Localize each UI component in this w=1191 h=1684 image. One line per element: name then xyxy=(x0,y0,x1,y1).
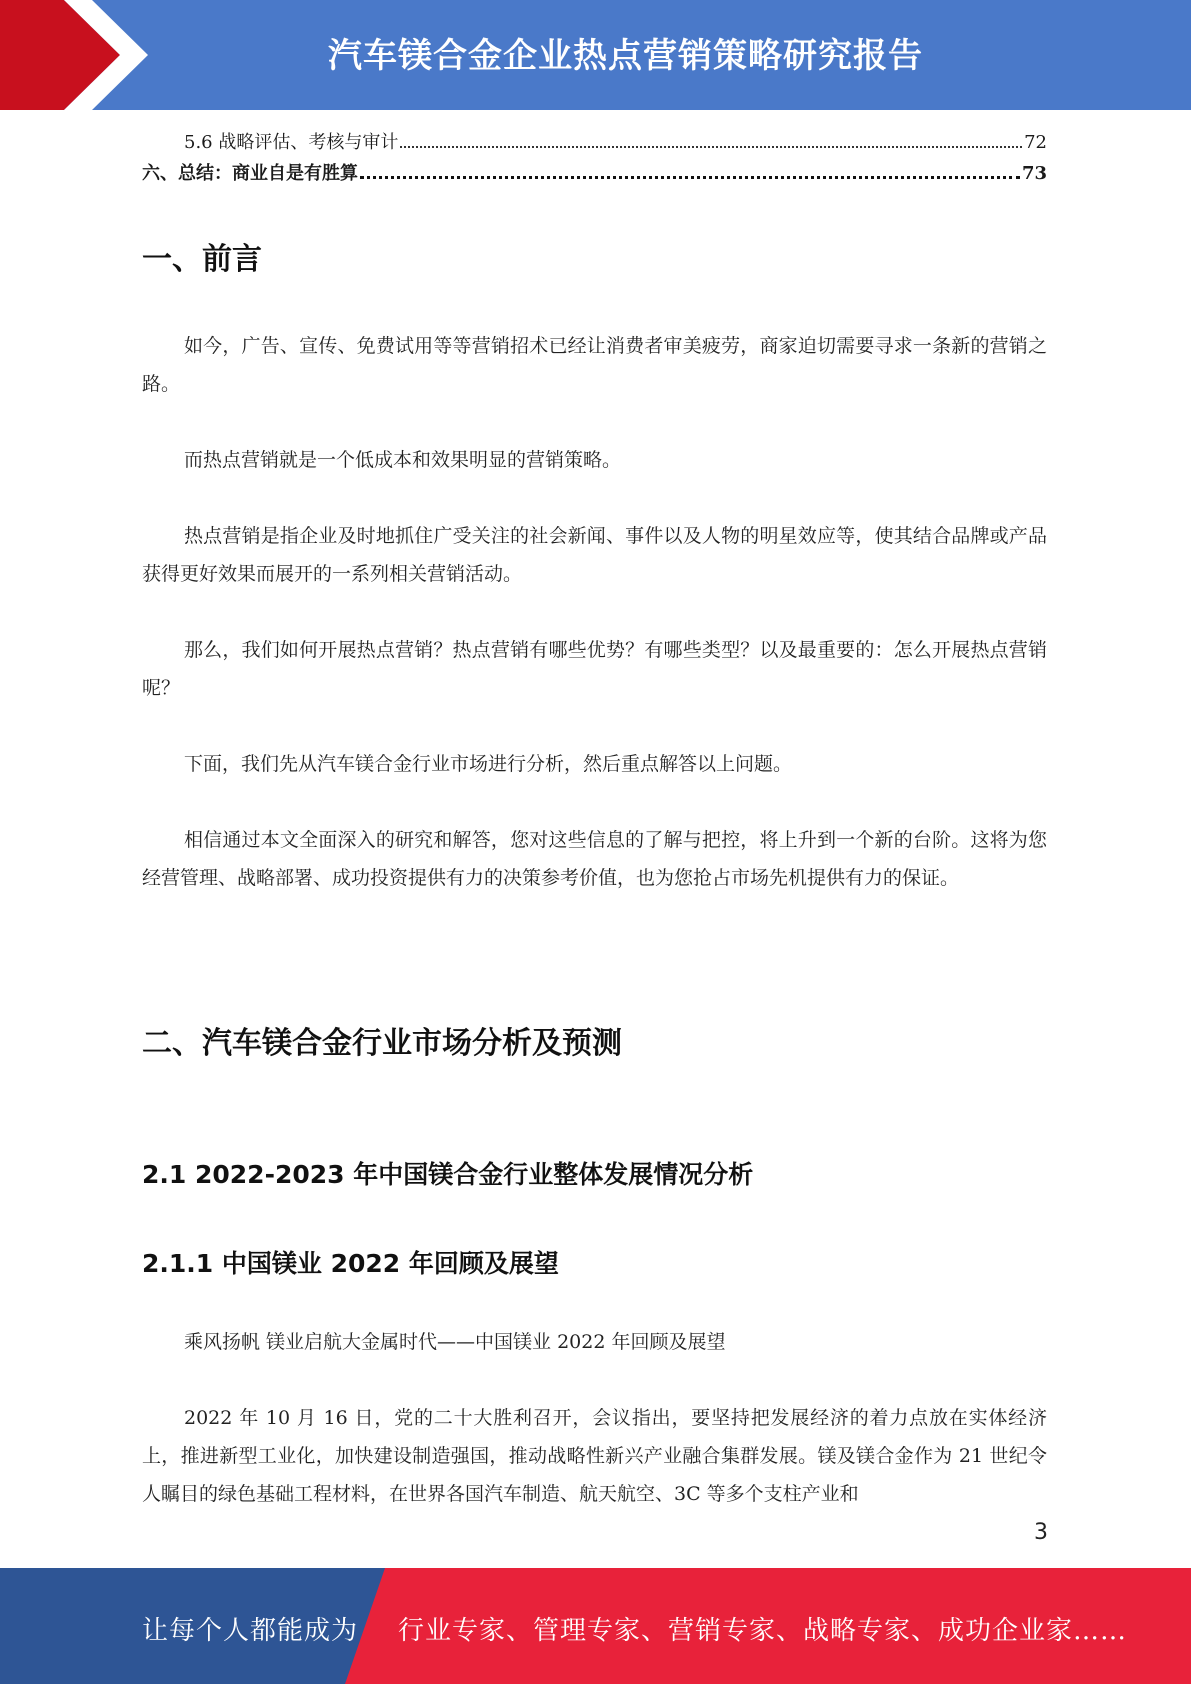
toc-entry-text: 5.6 战略评估、考核与审计 xyxy=(184,132,399,153)
footer-slogan-left: 让每个人都能成为 xyxy=(142,1616,359,1646)
toc-entry-page: 73 xyxy=(1021,163,1047,184)
subsection-heading: 2.1.1 中国镁业 2022 年回顾及展望 xyxy=(142,1249,559,1278)
header-title: 汽车镁合金企业热点营销策略研究报告 xyxy=(328,36,923,76)
toc-entry-page: 72 xyxy=(1024,132,1047,153)
toc-leader-dots xyxy=(360,176,1020,179)
toc-entry[interactable] xyxy=(142,160,1047,188)
header-banner xyxy=(0,0,1191,110)
section-heading: 二、汽车镁合金行业市场分析及预测 xyxy=(142,1026,622,1061)
page-number: 3 xyxy=(1034,1520,1048,1545)
toc-entry-text: 六、总结：商业自是有胜算 xyxy=(142,163,358,184)
toc-leader-dots xyxy=(400,146,1022,148)
paragraph: 那么，我们如何开展热点营销？热点营销有哪些优势？有哪些类型？以及最重要的：怎么开展热点营销呢？ xyxy=(142,639,1047,699)
paragraph: 相信通过本文全面深入的研究和解答，您对这些信息的了解与把控，将上升到一个新的台阶。这将为您经营管理、战略部署、成功投资提供有力的决策参考价值，也为您抢占市场先机提供有力的保证。 xyxy=(142,829,1047,889)
footer-banner xyxy=(0,1568,1191,1684)
paragraph: 如今，广告、宣传、免费试用等等营销招术已经让消费者审美疲劳，商家迫切需要寻求一条新的营销之路。 xyxy=(142,335,1047,395)
paragraph: 而热点营销就是一个低成本和效果明显的营销策略。 xyxy=(184,449,622,471)
section-heading: 一、前言 xyxy=(142,242,262,277)
paragraph: 2022 年 10 月 16 日，党的二十大胜利召开，会议指出，要坚持把发展经济的着力点放在实体经济上，推进新型工业化，加快建设制造强国，推动战略性新兴产业融合集群发展。镁及镁合金作为 21 世纪令人瞩目的绿色基础工程材料，在世界各国汽车制造、航天航空、3C 等多个支柱产业和 xyxy=(142,1407,1047,1505)
toc-entry[interactable] xyxy=(142,129,1047,157)
footer-slogan-right: 行业专家、管理专家、营销专家、战略专家、成功企业家…… xyxy=(398,1616,1128,1646)
paragraph: 热点营销是指企业及时地抓住广受关注的社会新闻、事件以及人物的明星效应等，使其结合品牌或产品获得更好效果而展开的一系列相关营销活动。 xyxy=(142,525,1047,585)
header-arrow-icon xyxy=(0,0,170,110)
paragraph: 下面，我们先从汽车镁合金行业市场进行分析，然后重点解答以上问题。 xyxy=(184,753,793,775)
subsection-heading: 2.1 2022-2023 年中国镁合金行业整体发展情况分析 xyxy=(142,1160,754,1189)
paragraph: 乘风扬帆 镁业启航大金属时代——中国镁业 2022 年回顾及展望 xyxy=(184,1331,726,1353)
